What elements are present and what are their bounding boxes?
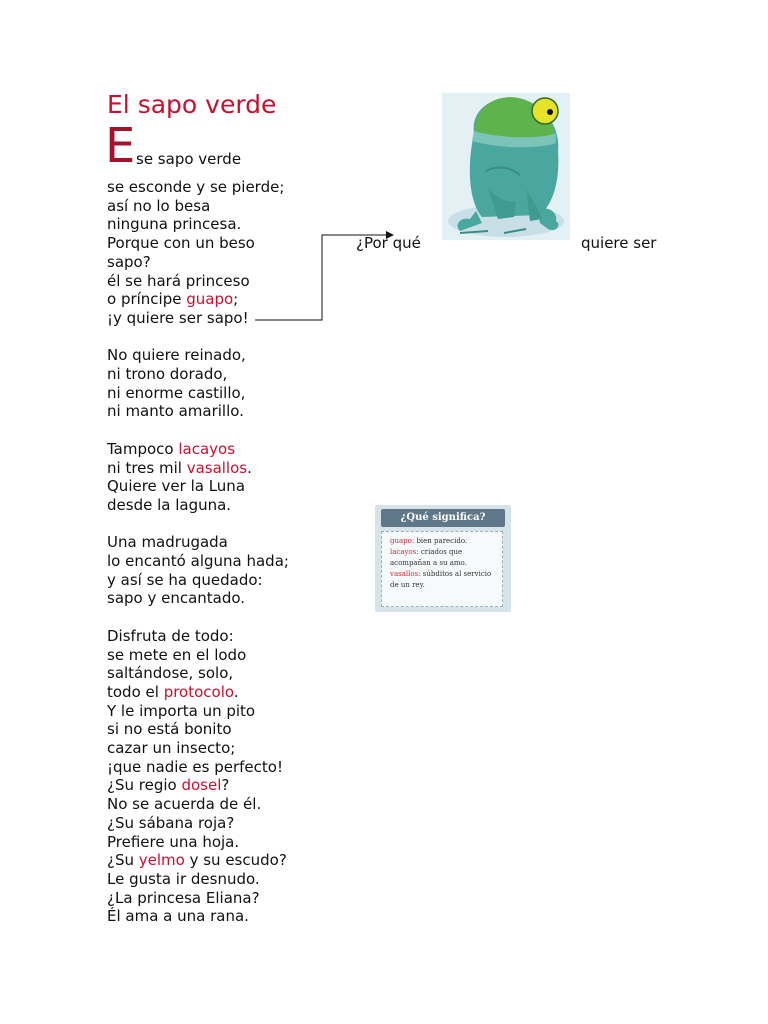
frog-icon: [442, 93, 570, 240]
line-text: Él ama a una rana.: [107, 907, 249, 926]
line-text: sapo y encantado.: [107, 589, 246, 608]
glossary-box: [375, 505, 511, 612]
glossary-entry-term: lacayos:: [390, 548, 419, 556]
glossary-term: lacayos: [178, 439, 236, 458]
glossary-entry-definition: criados que acompañan a su amo.: [390, 548, 467, 567]
glossary-entry: [390, 536, 502, 547]
line-text: ¿Su: [107, 851, 139, 870]
glossary-entries: [381, 531, 503, 607]
line-text: ¿La princesa Eliana?: [107, 888, 260, 907]
line-text: ninguna princesa.: [107, 215, 242, 234]
line-text: No quiere reinado,: [107, 346, 246, 365]
line-text: Tampoco: [107, 439, 179, 458]
line-text: Y le importa un pito: [107, 701, 256, 720]
line-text: lo encantó alguna hada;: [107, 552, 289, 571]
glossary-term: vasallos: [186, 458, 248, 477]
glossary-entry: [390, 547, 502, 569]
line-text: Porque con un beso: [107, 234, 255, 253]
line-text: .: [247, 458, 252, 477]
line-text: ;: [233, 290, 239, 309]
glossary-term: protocolo: [163, 682, 234, 701]
line-text: y así se ha quedado:: [107, 570, 263, 589]
glossary-entry-term: guapo:: [390, 537, 415, 545]
line-text: ni manto amarillo.: [107, 402, 244, 421]
line-text: Quiere ver la Luna: [107, 477, 246, 496]
line-text: cazar un insecto;: [107, 739, 236, 758]
line-text: Disfruta de todo:: [107, 626, 234, 645]
frog-illustration: [442, 93, 570, 240]
line-text: Una madrugada: [107, 533, 228, 552]
line-text: Prefiere una hoja.: [107, 832, 240, 851]
question-text-part2: quiere ser: [581, 234, 657, 252]
line-text: él se hará princeso: [107, 271, 250, 290]
glossary-term: dosel: [181, 776, 222, 795]
line-text: .: [233, 682, 239, 701]
poem-title: El sapo verde: [107, 90, 277, 119]
glossary-entry-term: vasallos:: [390, 570, 421, 578]
line-text: ¡que nadie es perfecto!: [107, 757, 283, 776]
line-text: saltándose, solo,: [107, 664, 234, 683]
glossary-term: guapo: [186, 290, 234, 309]
line-text: desde la laguna.: [107, 495, 232, 514]
line-text: y su escudo?: [184, 851, 287, 870]
line-text: ¿Su sábana roja?: [107, 813, 235, 832]
line-text: se mete en el lodo: [107, 645, 247, 664]
glossary-header: ¿Qué significa?: [381, 509, 505, 527]
glossary-entry-definition: súbditos al servicio de un rey.: [390, 570, 492, 589]
glossary-entry-definition: bien parecido.: [414, 537, 468, 545]
line-text: ?: [221, 776, 230, 795]
glossary-term: yelmo: [138, 851, 185, 870]
line-text: ni tres mil: [107, 458, 187, 477]
line-text: así no lo besa: [107, 196, 211, 215]
line-text: ¡y quiere ser sapo!: [107, 308, 249, 327]
glossary-entry: [390, 569, 502, 591]
line-text: o príncipe: [107, 290, 187, 309]
line-text: ni trono dorado,: [107, 365, 228, 384]
line-text: se esconde y se pierde;: [107, 178, 285, 196]
line-text: si no está bonito: [107, 720, 232, 739]
line-text: todo el: [107, 682, 164, 701]
question-text-part1: ¿Por qué: [356, 234, 421, 252]
line-text: Le gusta ir desnudo.: [107, 869, 260, 888]
drop-cap: E: [105, 118, 136, 174]
line-text: No se acuerda de él.: [107, 795, 262, 814]
line-text: ni enorme castillo,: [107, 383, 246, 402]
line-text: ¿Su regio: [107, 776, 182, 795]
line-text: sapo?: [107, 252, 151, 271]
first-line-text: se sapo verde: [136, 150, 242, 168]
